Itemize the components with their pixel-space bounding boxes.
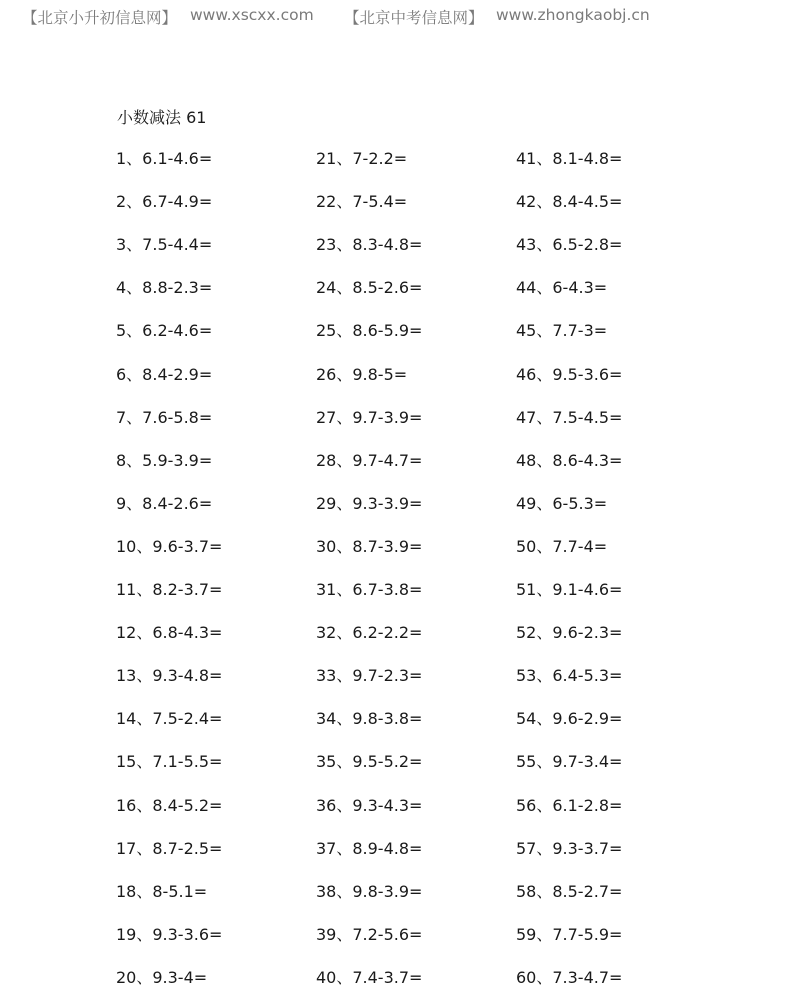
problem-item: 24、8.5-2.6= [316,278,423,298]
problem-item: 4、8.8-2.3= [116,278,213,298]
problem-item: 18、8-5.1= [116,881,208,901]
site1-name: 【北京小升初信息网】 [22,9,178,27]
problem-item: 57、9.3-3.7= [516,838,623,858]
problem-item: 51、9.1-4.6= [516,580,623,599]
problem-item: 21、7-2.2= [316,149,408,168]
problem-item: 37、8.9-4.8= [316,838,423,858]
problem-item: 31、6.7-3.8= [316,580,423,599]
problem-item: 46、9.5-3.6= [516,364,623,384]
site1-url[interactable]: www.xscxx.com [190,6,314,24]
problem-item: 55、9.7-3.4= [516,752,623,772]
problem-item: 42、8.4-4.5= [516,192,623,212]
problem-item: 49、6-5.3= [516,493,608,513]
site2-url[interactable]: www.zhongkaobj.cn [496,6,650,24]
problem-item: 45、7.7-3= [516,321,608,341]
problem-item: 41、8.1-4.8= [516,149,623,168]
problem-item: 44、6-4.3= [516,278,608,298]
problem-item: 2、6.7-4.9= [116,192,213,212]
problem-item: 9、8.4-2.6= [116,493,213,513]
problem-item: 15、7.1-5.5= [116,752,223,772]
problem-item: 22、7-5.4= [316,192,408,212]
problem-item: 14、7.5-2.4= [116,709,223,729]
problem-item: 43、6.5-2.8= [516,235,623,255]
problem-item: 23、8.3-4.8= [316,235,423,255]
problem-item: 8、5.9-3.9= [116,450,213,470]
worksheet-title: 小数减法 61 [117,108,207,127]
problem-item: 40、7.4-3.7= [316,967,423,987]
problem-item: 35、9.5-5.2= [316,752,423,772]
problem-item: 32、6.2-2.2= [316,623,423,643]
problem-item: 33、9.7-2.3= [316,666,423,686]
problem-item: 52、9.6-2.3= [516,623,623,643]
problem-item: 16、8.4-5.2= [116,795,223,815]
problem-item: 39、7.2-5.6= [316,924,423,944]
problem-item: 3、7.5-4.4= [116,235,213,255]
problem-item: 59、7.7-5.9= [516,924,623,944]
problem-item: 56、6.1-2.8= [516,795,623,815]
problem-item: 28、9.7-4.7= [316,450,423,470]
problem-item: 30、8.7-3.9= [316,536,423,556]
problem-item: 13、9.3-4.8= [116,666,223,686]
problem-item: 48、8.6-4.3= [516,450,623,470]
problem-item: 54、9.6-2.9= [516,709,623,729]
problem-item: 29、9.3-3.9= [316,493,423,513]
problem-item: 11、8.2-3.7= [116,580,223,599]
problem-item: 20、9.3-4= [116,967,208,987]
problem-item: 17、8.7-2.5= [116,838,223,858]
problem-item: 26、9.8-5= [316,364,408,384]
problem-item: 36、9.3-4.3= [316,795,423,815]
problem-item: 60、7.3-4.7= [516,967,623,987]
problem-item: 6、8.4-2.9= [116,364,213,384]
problem-item: 34、9.8-3.8= [316,709,423,729]
problem-item: 53、6.4-5.3= [516,666,623,686]
problem-item: 47、7.5-4.5= [516,407,623,427]
problem-item: 5、6.2-4.6= [116,321,213,341]
problem-item: 38、9.8-3.9= [316,881,423,901]
problem-item: 1、6.1-4.6= [116,149,213,168]
problem-item: 10、9.6-3.7= [116,536,223,556]
problem-item: 12、6.8-4.3= [116,623,223,643]
site2-name: 【北京中考信息网】 [344,9,484,27]
problem-item: 27、9.7-3.9= [316,407,423,427]
problem-item: 25、8.6-5.9= [316,321,423,341]
problem-item: 58、8.5-2.7= [516,881,623,901]
problem-item: 7、7.6-5.8= [116,407,213,427]
problem-item: 50、7.7-4= [516,536,608,556]
problem-item: 19、9.3-3.6= [116,924,223,944]
